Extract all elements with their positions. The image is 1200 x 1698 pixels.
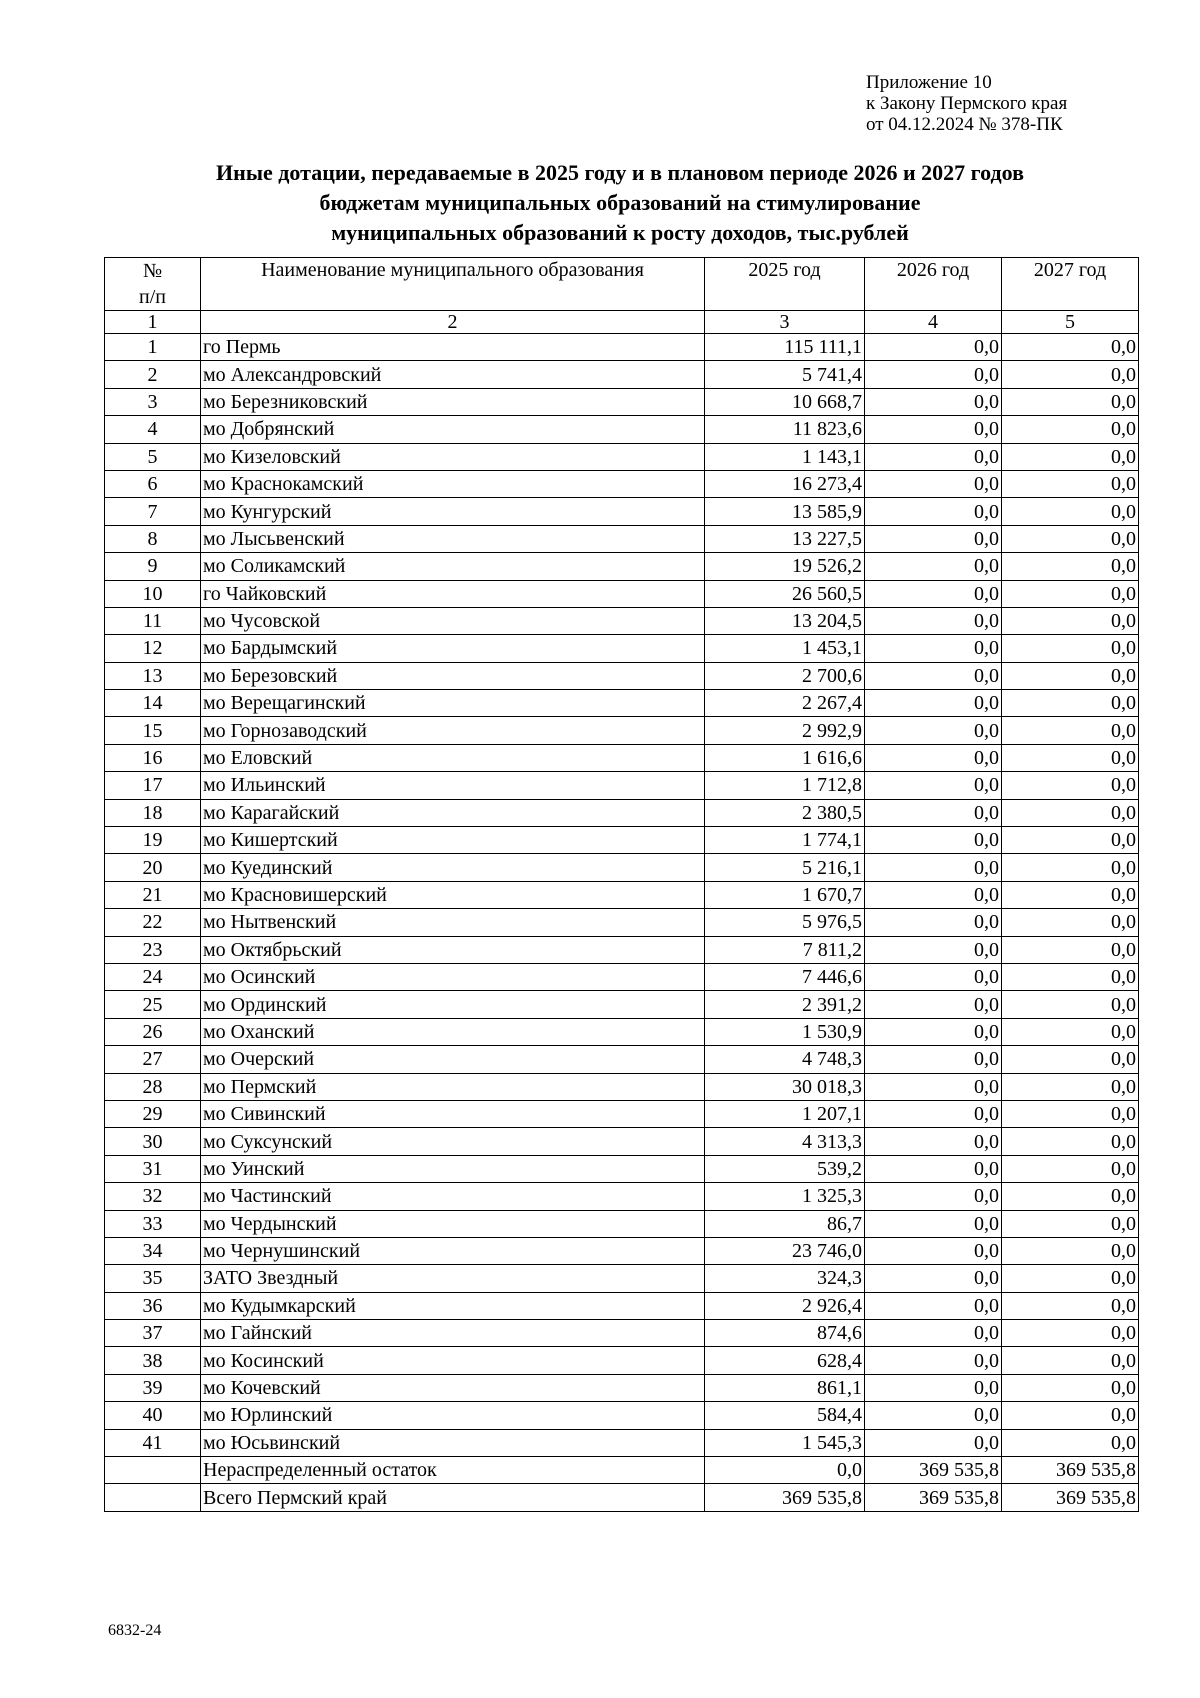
value-2026: 0,0 (865, 991, 1002, 1018)
document-title (120, 158, 1120, 248)
value-2026: 0,0 (865, 1374, 1002, 1401)
value-2026: 0,0 (865, 416, 1002, 443)
header-number (105, 258, 201, 311)
value-2025: 1 453,1 (705, 635, 865, 662)
municipality-name: мо Верещагинский (201, 690, 705, 717)
value-2027: 0,0 (1002, 607, 1139, 634)
municipality-name: мо Александровский (201, 361, 705, 388)
value-2026: 0,0 (865, 1429, 1002, 1456)
column-index: 5 (1002, 311, 1139, 334)
value-2026: 0,0 (865, 963, 1002, 990)
table-row (105, 881, 1139, 908)
value-2026: 0,0 (865, 470, 1002, 497)
table-row (105, 607, 1139, 634)
value-2025: 16 273,4 (705, 470, 865, 497)
municipality-name: мо Октябрьский (201, 936, 705, 963)
row-number: 35 (105, 1265, 201, 1292)
header-2027: 2027 год (1002, 258, 1139, 311)
row-number: 38 (105, 1347, 201, 1374)
municipality-name: мо Ординский (201, 991, 705, 1018)
municipality-name: мо Гайнский (201, 1320, 705, 1347)
value-2026: 0,0 (865, 635, 1002, 662)
table-row (105, 1046, 1139, 1073)
value-2027: 0,0 (1002, 1210, 1139, 1237)
value-2027: 0,0 (1002, 1237, 1139, 1264)
row-number: 34 (105, 1237, 201, 1264)
value-2026: 0,0 (865, 1265, 1002, 1292)
value-2026: 0,0 (865, 1210, 1002, 1237)
value-2026: 0,0 (865, 1128, 1002, 1155)
value-2027: 0,0 (1002, 1155, 1139, 1182)
value-2027: 0,0 (1002, 772, 1139, 799)
municipality-name: мо Суксунский (201, 1128, 705, 1155)
value-2026: 0,0 (865, 443, 1002, 470)
value-2025: 539,2 (705, 1155, 865, 1182)
value-2025: 2 391,2 (705, 991, 865, 1018)
value-2025: 13 204,5 (705, 607, 865, 634)
value-2025: 7 811,2 (705, 936, 865, 963)
table-row (105, 717, 1139, 744)
table-row (105, 1210, 1139, 1237)
table-row (105, 1183, 1139, 1210)
row-number: 13 (105, 662, 201, 689)
value-2025: 4 748,3 (705, 1046, 865, 1073)
row-number (105, 1457, 201, 1484)
value-2025: 1 616,6 (705, 744, 865, 771)
value-2026: 0,0 (865, 827, 1002, 854)
row-number: 28 (105, 1073, 201, 1100)
table-row (105, 635, 1139, 662)
value-2026: 0,0 (865, 553, 1002, 580)
value-2026: 0,0 (865, 525, 1002, 552)
value-2026: 0,0 (865, 1155, 1002, 1182)
value-2026: 0,0 (865, 772, 1002, 799)
table-row (105, 799, 1139, 826)
value-2025: 1 670,7 (705, 881, 865, 908)
table-row (105, 1347, 1139, 1374)
value-2027: 0,0 (1002, 1183, 1139, 1210)
table-body (105, 334, 1139, 1512)
table-row (105, 1374, 1139, 1401)
row-number: 18 (105, 799, 201, 826)
column-index: 4 (865, 311, 1002, 334)
row-number: 40 (105, 1402, 201, 1429)
row-number: 4 (105, 416, 201, 443)
title-line-2: бюджетам муниципальных образований на стимулирование (319, 190, 921, 215)
table-row (105, 690, 1139, 717)
value-2026: 0,0 (865, 744, 1002, 771)
header-name: Наименование муниципального образования (201, 258, 705, 311)
table-row (105, 1018, 1139, 1045)
row-number: 19 (105, 827, 201, 854)
municipality-name: мо Кунгурский (201, 498, 705, 525)
municipality-name: Всего Пермский край (201, 1484, 705, 1511)
row-number: 14 (105, 690, 201, 717)
value-2025: 5 976,5 (705, 909, 865, 936)
value-2027: 0,0 (1002, 963, 1139, 990)
municipality-name: мо Добрянский (201, 416, 705, 443)
table-row (105, 525, 1139, 552)
value-2025: 2 700,6 (705, 662, 865, 689)
value-2027: 0,0 (1002, 498, 1139, 525)
value-2027: 0,0 (1002, 525, 1139, 552)
row-number: 7 (105, 498, 201, 525)
table-row (105, 1073, 1139, 1100)
value-2027: 0,0 (1002, 909, 1139, 936)
value-2027: 0,0 (1002, 690, 1139, 717)
municipality-name: мо Оханский (201, 1018, 705, 1045)
municipality-name: мо Юсьвинский (201, 1429, 705, 1456)
municipality-name: мо Кудымкарский (201, 1292, 705, 1319)
value-2027: 0,0 (1002, 1347, 1139, 1374)
municipality-name: мо Чердынский (201, 1210, 705, 1237)
column-index: 1 (105, 311, 201, 334)
value-2027: 0,0 (1002, 1018, 1139, 1045)
value-2027: 0,0 (1002, 827, 1139, 854)
value-2027: 0,0 (1002, 443, 1139, 470)
table-row (105, 1484, 1139, 1511)
value-2026: 0,0 (865, 662, 1002, 689)
value-2026: 0,0 (865, 580, 1002, 607)
value-2027: 369 535,8 (1002, 1484, 1139, 1511)
table-row (105, 662, 1139, 689)
municipality-name: мо Березниковский (201, 388, 705, 415)
row-number: 29 (105, 1100, 201, 1127)
municipality-name: мо Ильинский (201, 772, 705, 799)
value-2025: 1 325,3 (705, 1183, 865, 1210)
municipality-name: мо Карагайский (201, 799, 705, 826)
value-2027: 0,0 (1002, 854, 1139, 881)
row-number: 32 (105, 1183, 201, 1210)
header-2025: 2025 год (705, 258, 865, 311)
table-header-row (105, 258, 1139, 311)
value-2025: 324,3 (705, 1265, 865, 1292)
row-number: 22 (105, 909, 201, 936)
municipality-name: ЗАТО Звездный (201, 1265, 705, 1292)
value-2025: 628,4 (705, 1347, 865, 1374)
municipality-name: мо Сивинский (201, 1100, 705, 1127)
value-2027: 0,0 (1002, 881, 1139, 908)
value-2027: 0,0 (1002, 991, 1139, 1018)
municipality-name: мо Кишертский (201, 827, 705, 854)
value-2025: 4 313,3 (705, 1128, 865, 1155)
value-2025: 2 926,4 (705, 1292, 865, 1319)
row-number: 2 (105, 361, 201, 388)
value-2025: 2 992,9 (705, 717, 865, 744)
value-2027: 0,0 (1002, 580, 1139, 607)
municipality-name: мо Лысьвенский (201, 525, 705, 552)
table-row (105, 1128, 1139, 1155)
value-2027: 0,0 (1002, 470, 1139, 497)
row-number: 5 (105, 443, 201, 470)
municipality-name: мо Пермский (201, 1073, 705, 1100)
value-2027: 369 535,8 (1002, 1457, 1139, 1484)
value-2027: 0,0 (1002, 1429, 1139, 1456)
table-row (105, 1100, 1139, 1127)
appendix-line-2: к Закону Пермского края (866, 93, 1068, 114)
row-number: 8 (105, 525, 201, 552)
value-2027: 0,0 (1002, 1320, 1139, 1347)
row-number: 6 (105, 470, 201, 497)
value-2027: 0,0 (1002, 553, 1139, 580)
row-number: 41 (105, 1429, 201, 1456)
value-2026: 0,0 (865, 388, 1002, 415)
row-number: 17 (105, 772, 201, 799)
row-number: 9 (105, 553, 201, 580)
municipality-name: мо Куединский (201, 854, 705, 881)
value-2026: 0,0 (865, 936, 1002, 963)
value-2027: 0,0 (1002, 416, 1139, 443)
value-2026: 0,0 (865, 909, 1002, 936)
value-2025: 0,0 (705, 1457, 865, 1484)
table-row (105, 1429, 1139, 1456)
value-2026: 369 535,8 (865, 1484, 1002, 1511)
table-row (105, 580, 1139, 607)
table-row (105, 854, 1139, 881)
value-2027: 0,0 (1002, 361, 1139, 388)
municipality-name: мо Березовский (201, 662, 705, 689)
table-row (105, 772, 1139, 799)
value-2026: 0,0 (865, 334, 1002, 361)
value-2026: 0,0 (865, 1402, 1002, 1429)
value-2026: 0,0 (865, 881, 1002, 908)
value-2025: 1 712,8 (705, 772, 865, 799)
municipality-name: мо Осинский (201, 963, 705, 990)
value-2025: 369 535,8 (705, 1484, 865, 1511)
value-2026: 0,0 (865, 607, 1002, 634)
title-line-1: Иные дотации, передаваемые в 2025 году и в плановом периоде 2026 и 2027 годов (216, 160, 1024, 185)
table-row (105, 498, 1139, 525)
municipality-name: мо Косинский (201, 1347, 705, 1374)
table-row (105, 443, 1139, 470)
title-line-3: муниципальных образований к росту доходов, тыс.рублей (331, 220, 909, 245)
value-2026: 0,0 (865, 1018, 1002, 1045)
value-2026: 0,0 (865, 854, 1002, 881)
value-2025: 26 560,5 (705, 580, 865, 607)
row-number: 24 (105, 963, 201, 990)
value-2025: 13 585,9 (705, 498, 865, 525)
value-2027: 0,0 (1002, 1073, 1139, 1100)
municipality-name: го Чайковский (201, 580, 705, 607)
table-row (105, 936, 1139, 963)
value-2025: 1 545,3 (705, 1429, 865, 1456)
municipality-name: мо Уинский (201, 1155, 705, 1182)
value-2027: 0,0 (1002, 1100, 1139, 1127)
value-2027: 0,0 (1002, 744, 1139, 771)
row-number: 39 (105, 1374, 201, 1401)
value-2027: 0,0 (1002, 717, 1139, 744)
row-number: 36 (105, 1292, 201, 1319)
appendix-line-3: от 04.12.2024 № 378-ПК (866, 114, 1063, 135)
municipality-name: мо Кизеловский (201, 443, 705, 470)
value-2025: 2 267,4 (705, 690, 865, 717)
value-2025: 1 207,1 (705, 1100, 865, 1127)
row-number: 27 (105, 1046, 201, 1073)
header-2026: 2026 год (865, 258, 1002, 311)
row-number: 3 (105, 388, 201, 415)
row-number: 37 (105, 1320, 201, 1347)
row-number: 15 (105, 717, 201, 744)
municipality-name: мо Красновишерский (201, 881, 705, 908)
value-2026: 0,0 (865, 1073, 1002, 1100)
value-2027: 0,0 (1002, 1402, 1139, 1429)
value-2026: 369 535,8 (865, 1457, 1002, 1484)
column-index-row (105, 311, 1139, 334)
row-number: 16 (105, 744, 201, 771)
row-number: 10 (105, 580, 201, 607)
value-2025: 874,6 (705, 1320, 865, 1347)
value-2027: 0,0 (1002, 388, 1139, 415)
column-index: 3 (705, 311, 865, 334)
table-row (105, 388, 1139, 415)
table-row (105, 1402, 1139, 1429)
value-2025: 86,7 (705, 1210, 865, 1237)
document-code: 6832-24 (108, 1622, 162, 1639)
row-number: 20 (105, 854, 201, 881)
row-number: 12 (105, 635, 201, 662)
value-2026: 0,0 (865, 1320, 1002, 1347)
value-2026: 0,0 (865, 1183, 1002, 1210)
value-2026: 0,0 (865, 498, 1002, 525)
value-2026: 0,0 (865, 690, 1002, 717)
row-number: 26 (105, 1018, 201, 1045)
value-2026: 0,0 (865, 1292, 1002, 1319)
value-2025: 584,4 (705, 1402, 865, 1429)
table-row (105, 416, 1139, 443)
municipality-name: мо Горнозаводский (201, 717, 705, 744)
value-2025: 1 530,9 (705, 1018, 865, 1045)
value-2027: 0,0 (1002, 662, 1139, 689)
value-2025: 13 227,5 (705, 525, 865, 552)
table-row (105, 334, 1139, 361)
appendix-line-1: Приложение 10 (866, 72, 992, 93)
municipality-name: мо Краснокамский (201, 470, 705, 497)
value-2027: 0,0 (1002, 1292, 1139, 1319)
value-2026: 0,0 (865, 1046, 1002, 1073)
value-2026: 0,0 (865, 1347, 1002, 1374)
value-2027: 0,0 (1002, 1046, 1139, 1073)
value-2026: 0,0 (865, 361, 1002, 388)
table-row (105, 963, 1139, 990)
table-row (105, 1320, 1139, 1347)
value-2027: 0,0 (1002, 1128, 1139, 1155)
table-row (105, 470, 1139, 497)
municipality-name: мо Очерский (201, 1046, 705, 1073)
municipality-name: мо Еловский (201, 744, 705, 771)
value-2027: 0,0 (1002, 1374, 1139, 1401)
table-row (105, 827, 1139, 854)
value-2026: 0,0 (865, 1100, 1002, 1127)
table-row (105, 1292, 1139, 1319)
row-number: 33 (105, 1210, 201, 1237)
value-2027: 0,0 (1002, 334, 1139, 361)
value-2025: 115 111,1 (705, 334, 865, 361)
value-2026: 0,0 (865, 799, 1002, 826)
value-2027: 0,0 (1002, 635, 1139, 662)
value-2025: 2 380,5 (705, 799, 865, 826)
table-row (105, 991, 1139, 1018)
municipality-name: мо Кочевский (201, 1374, 705, 1401)
value-2025: 10 668,7 (705, 388, 865, 415)
row-number: 25 (105, 991, 201, 1018)
municipality-name: мо Чусовской (201, 607, 705, 634)
value-2025: 5 216,1 (705, 854, 865, 881)
municipality-name: мо Соликамский (201, 553, 705, 580)
municipality-name: мо Юрлинский (201, 1402, 705, 1429)
municipality-name: мо Чернушинский (201, 1237, 705, 1264)
value-2027: 0,0 (1002, 799, 1139, 826)
row-number: 30 (105, 1128, 201, 1155)
value-2025: 7 446,6 (705, 963, 865, 990)
table-row (105, 553, 1139, 580)
row-number (105, 1484, 201, 1511)
row-number: 31 (105, 1155, 201, 1182)
row-number: 21 (105, 881, 201, 908)
value-2025: 861,1 (705, 1374, 865, 1401)
value-2025: 1 774,1 (705, 827, 865, 854)
table-row (105, 1457, 1139, 1484)
municipality-name: Нераспределенный остаток (201, 1457, 705, 1484)
value-2027: 0,0 (1002, 1265, 1139, 1292)
subsidies-table (104, 257, 1139, 1512)
municipality-name: мо Частинский (201, 1183, 705, 1210)
table-row (105, 1155, 1139, 1182)
appendix-reference (866, 72, 1067, 135)
municipality-name: мо Нытвенский (201, 909, 705, 936)
row-number: 1 (105, 334, 201, 361)
row-number: 23 (105, 936, 201, 963)
value-2025: 11 823,6 (705, 416, 865, 443)
municipality-name: мо Бардымский (201, 635, 705, 662)
column-index: 2 (201, 311, 705, 334)
value-2025: 23 746,0 (705, 1237, 865, 1264)
table-row (105, 1265, 1139, 1292)
table-row (105, 909, 1139, 936)
table-row (105, 744, 1139, 771)
value-2025: 5 741,4 (705, 361, 865, 388)
value-2027: 0,0 (1002, 936, 1139, 963)
row-number: 11 (105, 607, 201, 634)
value-2025: 1 143,1 (705, 443, 865, 470)
table-row (105, 361, 1139, 388)
header-number-label: № п/п (139, 260, 166, 308)
value-2026: 0,0 (865, 1237, 1002, 1264)
table-row (105, 1237, 1139, 1264)
value-2025: 19 526,2 (705, 553, 865, 580)
value-2025: 30 018,3 (705, 1073, 865, 1100)
value-2026: 0,0 (865, 717, 1002, 744)
municipality-name: го Пермь (201, 334, 705, 361)
